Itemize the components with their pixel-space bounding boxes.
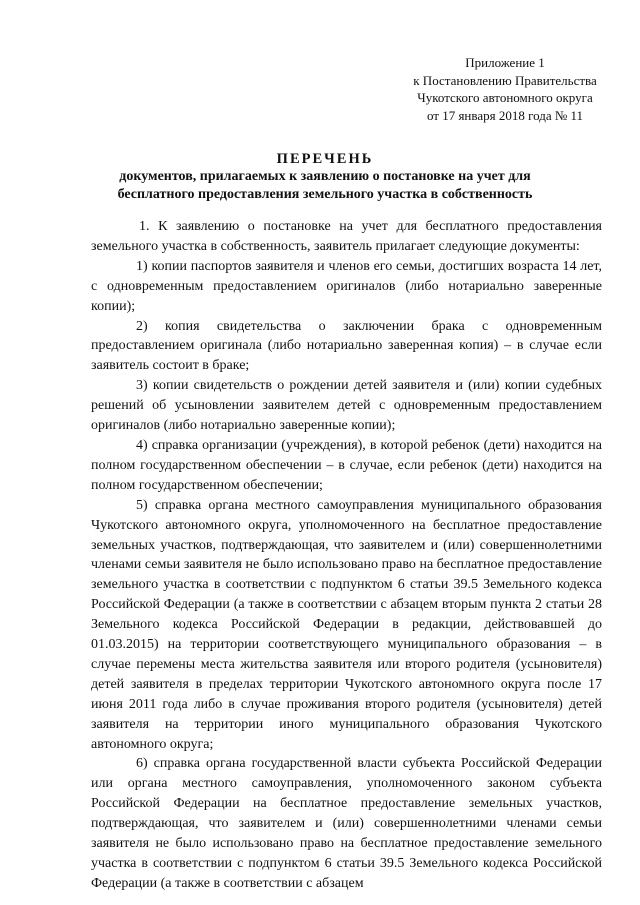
list-item-3: 3) копии свидетельств о рождении детей заявителя и (или) копии судебных решений об усыновлении заявителем детей с одновременным предоставлением оригиналов (либо нотариально заверенные копии); (91, 378, 602, 434)
list-item-2: 2) копия свидетельства о заключении брака с одновременным предоставлением оригинала (либо нотариально заверенная копия) – в случае если заявитель состоит в браке; (91, 318, 602, 374)
list-item-5: 5) справка органа местного самоуправления муниципального образования Чукотского автономного округа, уполномоченного на бесплатное предоставление земельных участков, подтверждающая, что заявителем и (или) совершеннолетними членами семьи заявителя не было использовано право на бесплатное предоставление земельного участка в соответствии с подпунктом 6 статьи 39.5 Земельного кодекса Российской Федерации (а также в соответствии с абзацем вторым пункта 2 статьи 28 Земельного кодекса Российской Федерации в редакции, действовавшей до 01.03.2015) на территории соответствующего муниципального образования – в случае перемены места жительства заявителя или второго родителя (усыновителя) детей заявителя в пределах территории Чукотского автономного округа после 17 июня 2011 года либо в случае проживания второго родителя (усыновителя) детей заявителя на территории иного муниципального образования Чукотского автономного округа; (91, 497, 602, 752)
appendix-line: к Постановлению Правительства (413, 72, 597, 88)
list-item-1: 1) копии паспортов заявителя и членов его семьи, достигших возраста 14 лет, с одновременным предоставлением оригиналов (либо нотариально заверенные копии); (91, 258, 602, 314)
document-title (80, 150, 570, 204)
document-body (91, 217, 602, 894)
title-subtitle-line: документов, прилагаемых к заявлению о постановке на учет для (119, 169, 531, 184)
title-heading: ПЕРЕЧЕНЬ (276, 151, 374, 167)
paragraph-intro: 1. К заявлению о постановке на учет для бесплатного предоставления земельного участка в собственность, заявитель прилагает следующие документы: (91, 219, 602, 254)
list-item-6: 6) справка органа государственной власти субъекта Российской Федерации или органа местного самоуправления, уполномоченного законом субъекта Российской Федерации на бесплатное предоставление земельных участков, подтверждающая, что заявителем и (или) совершеннолетними членами семьи заявителя не было использовано право на бесплатное предоставление земельного участка в соответствии с подпунктом 6 статьи 39.5 Земельного кодекса Российской Федерации (а также в соответствии с абзацем (91, 756, 602, 891)
title-subtitle-line: бесплатного предоставления земельного участка в собственность (117, 187, 533, 202)
list-item-4: 4) справка организации (учреждения), в которой ребенок (дети) находится на полном государственном обеспечении – в случае, если ребенок (дети) находится на полном государственном обеспечении; (91, 437, 602, 493)
appendix-line: Чукотского автономного округа (417, 90, 593, 105)
appendix-line: Приложение 1 (465, 55, 545, 70)
appendix-line: от 17 января 2018 года № 11 (426, 107, 584, 123)
appendix-reference (380, 54, 630, 124)
